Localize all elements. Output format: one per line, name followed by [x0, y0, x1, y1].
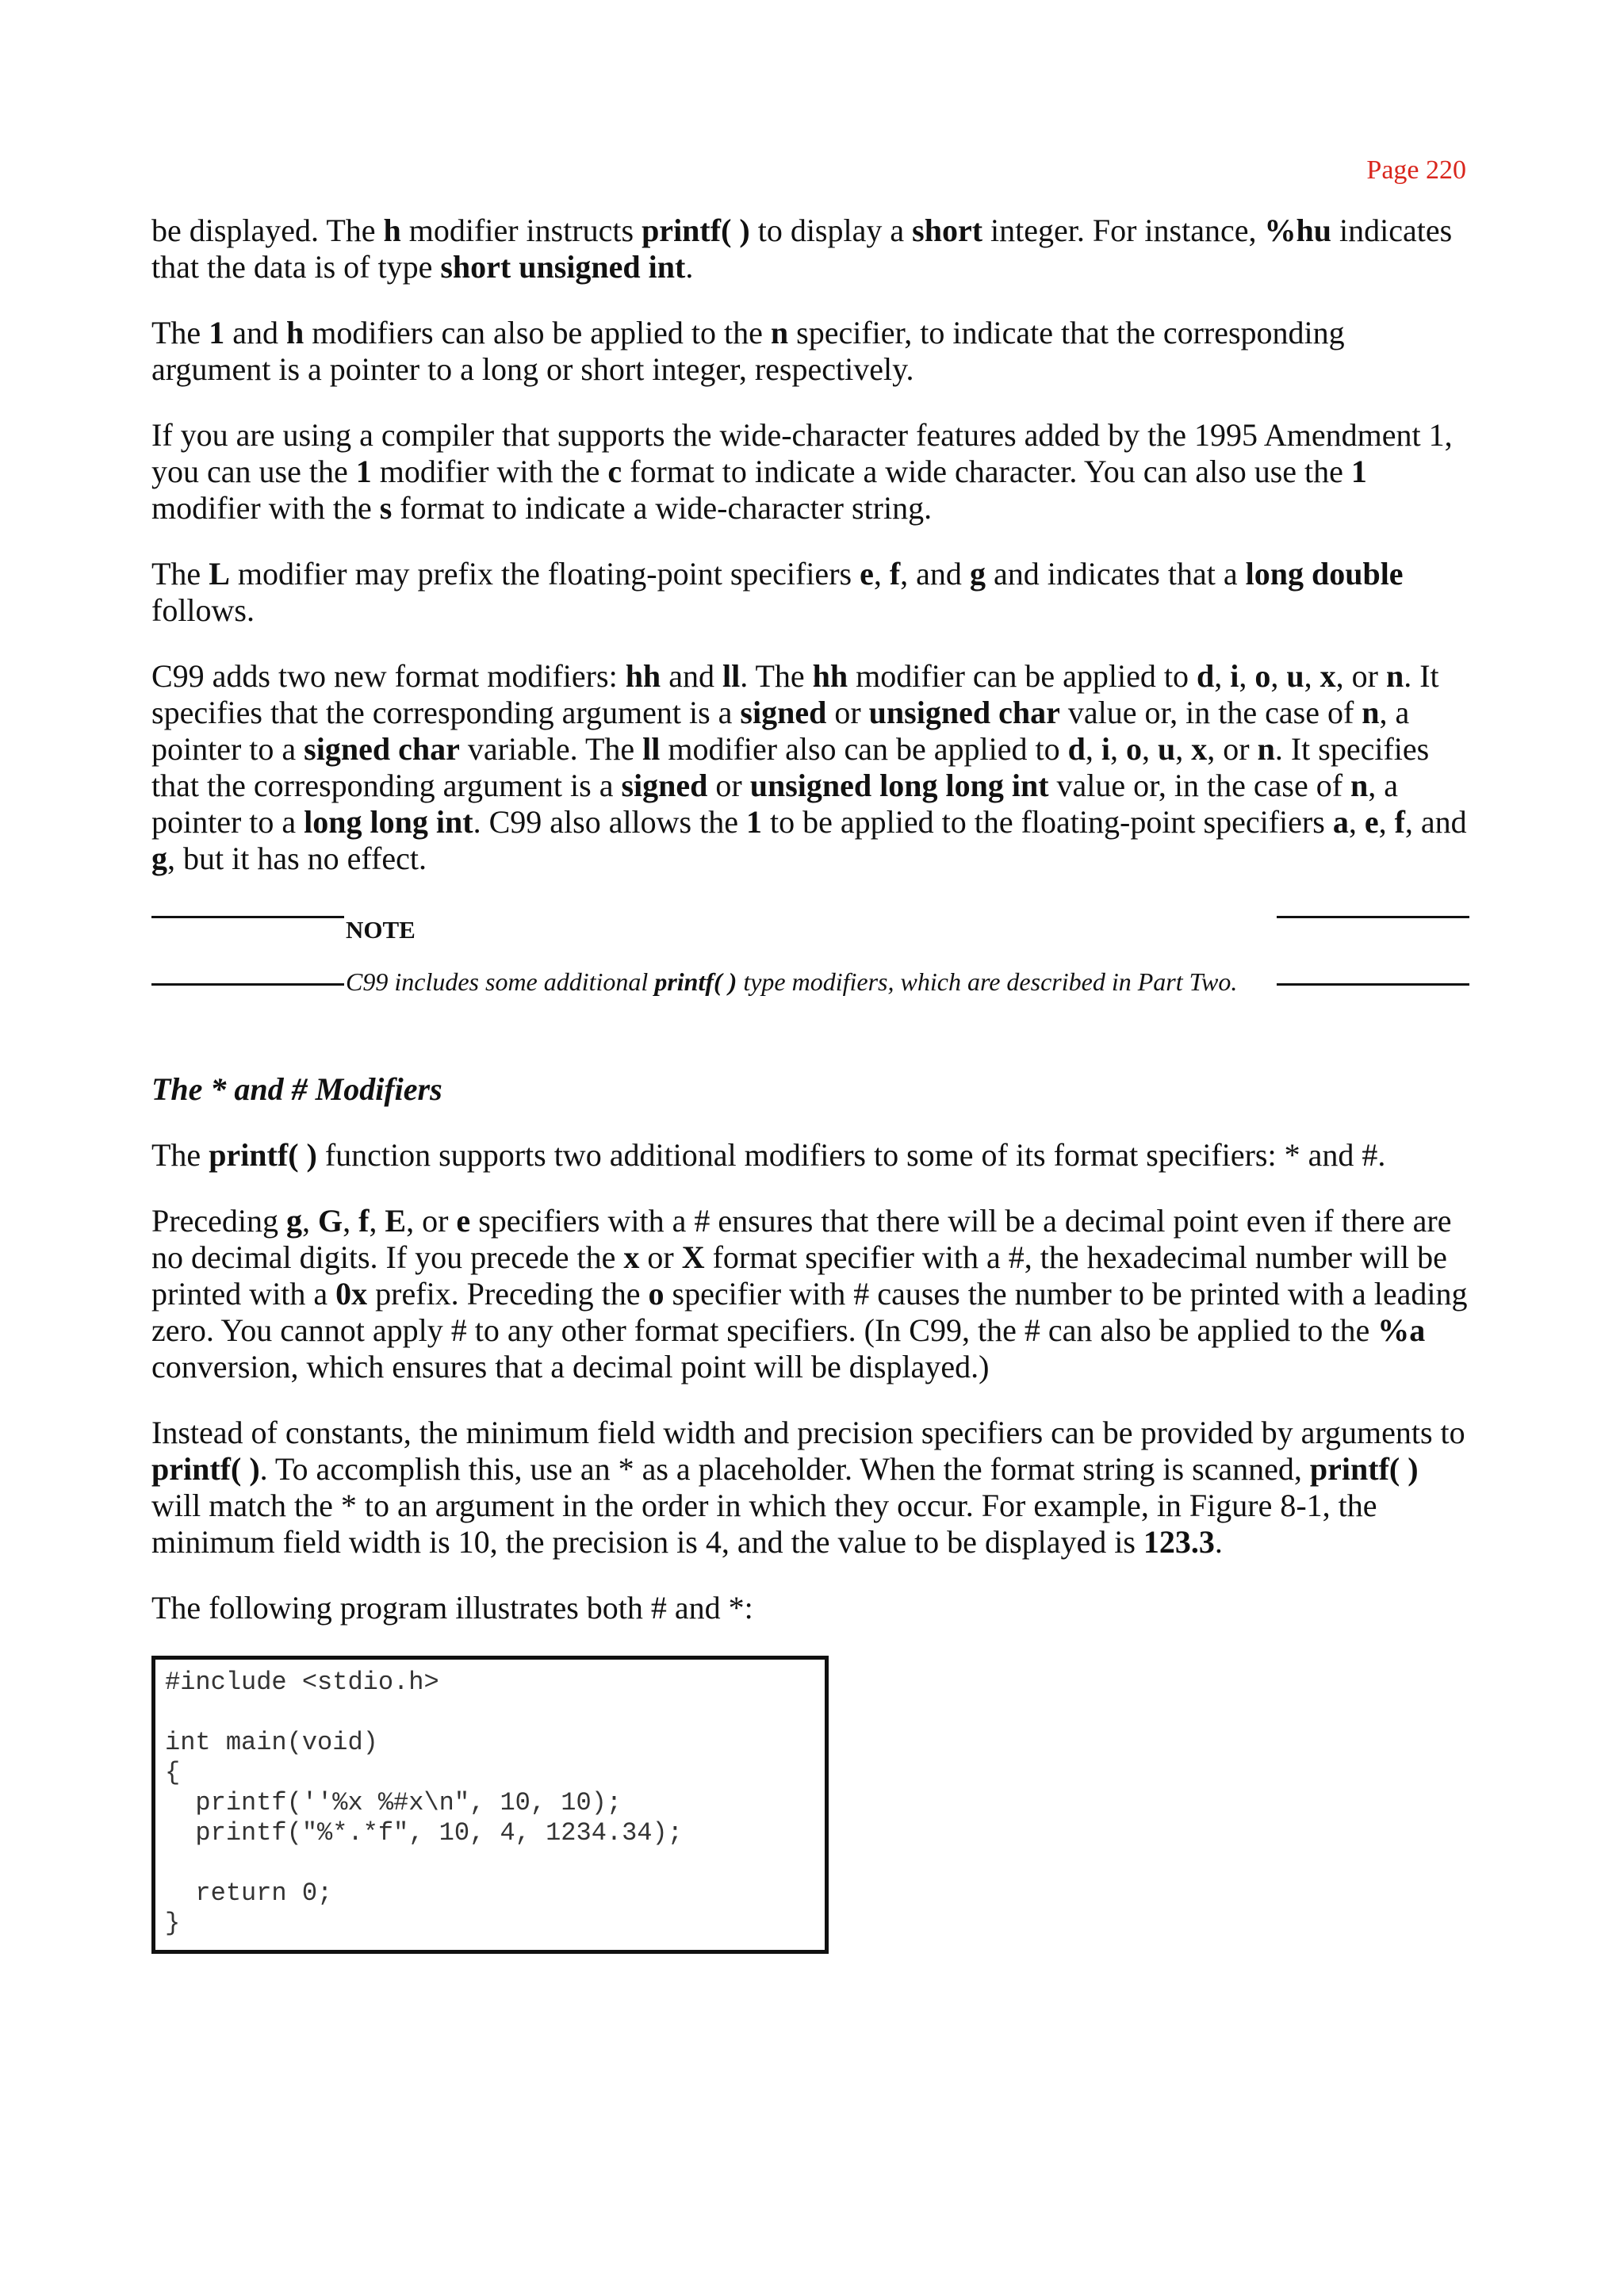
paragraph-h-modifier: be displayed. The h modifier instructs printf( ) to display a short integer. For instance, %hu indicates that the data is of type short unsigned int. [151, 213, 1453, 285]
paragraph-c99-modifiers: C99 adds two new format modifiers: hh and ll. The hh modifier can be applied to d, i, o, u, x, or n. It specifies that the corresponding argument is a signed or unsigned char value or, in the case of n, a pointer to a signed char variable. The ll modifier also can be applied to d, i, o, u, x, or n. It specifies that the corresponding argument is a signed or unsigned long long int value or, in the case of n, a pointer to a long long int. C99 also allows the 1 to be applied to the floating-point specifiers a, e, f, and g, but it has no effect. [151, 658, 1467, 876]
code-line: #include <stdio.h> [165, 1668, 439, 1697]
page-body [151, 213, 1468, 1954]
paragraph-star-modifier: Instead of constants, the minimum field width and precision specifiers can be provided by arguments to printf( ). To accomplish this, use an * as a placeholder. When the format string is scanned, printf( ) will match the * to an argument in the order in which they occur. For example, in Figure 8-1, the minimum field width is 10, the precision is 4, and the value to be displayed is 123.3. [151, 1415, 1465, 1560]
code-line: { [165, 1758, 181, 1787]
code-line: printf("%*.*f", 10, 4, 1234.34); [165, 1818, 683, 1848]
code-line: int main(void) [165, 1728, 378, 1757]
code-line: } [165, 1909, 181, 1938]
note-text: C99 includes some additional printf( ) type modifiers, which are described in Part Two. [346, 967, 1238, 996]
paragraph-wide-character: If you are using a compiler that supports the wide-character features added by the 1995 Amendment 1, you can use the 1 modifier with the c format to indicate a wide character. You can also use the 1 modifier with the s format to indicate a wide-character string. [151, 417, 1453, 526]
code-blank-line [165, 1698, 815, 1728]
code-line: printf(''%x %#x\n", 10, 10); [165, 1788, 622, 1817]
note-rule-top-right [1277, 916, 1469, 918]
code-block [151, 1656, 829, 1954]
page-number: Page 220 [1366, 155, 1466, 185]
note-label: NOTE [346, 916, 416, 944]
paragraph-n-specifier: The 1 and h modifiers can also be applied to the n specifier, to indicate that the corresponding argument is a pointer to a long or short integer, respectively. [151, 315, 1345, 387]
paragraph-l-modifier: The L modifier may prefix the floating-point specifiers e, f, and g and indicates that a long double follows. [151, 556, 1404, 628]
note-rule-bottom-right [1277, 983, 1469, 986]
paragraph-program-intro: The following program illustrates both # and *: [151, 1590, 753, 1626]
code-line: return 0; [165, 1878, 333, 1908]
note-box [151, 906, 1468, 1033]
code-blank-line [165, 1848, 815, 1878]
paragraph-hash-modifier: Preceding g, G, f, E, or e specifiers with a # ensures that there will be a decimal point even if there are no decimal digits. If you precede the x or X format specifier with a #, the hexadecimal number will be printed with a 0x prefix. Preceding the o specifier with # causes the number to be printed with a leading zero. You cannot apply # to any other format specifiers. (In C99, the # can also be applied to the %a conversion, which ensures that a decimal point will be displayed.) [151, 1203, 1468, 1384]
note-rule-top-left [151, 916, 344, 918]
paragraph-two-modifiers: The printf( ) function supports two additional modifiers to some of its format specifiers: * and #. [151, 1137, 1386, 1173]
note-rule-bottom-left [151, 983, 344, 986]
section-heading: The * and # Modifiers [151, 1071, 442, 1107]
